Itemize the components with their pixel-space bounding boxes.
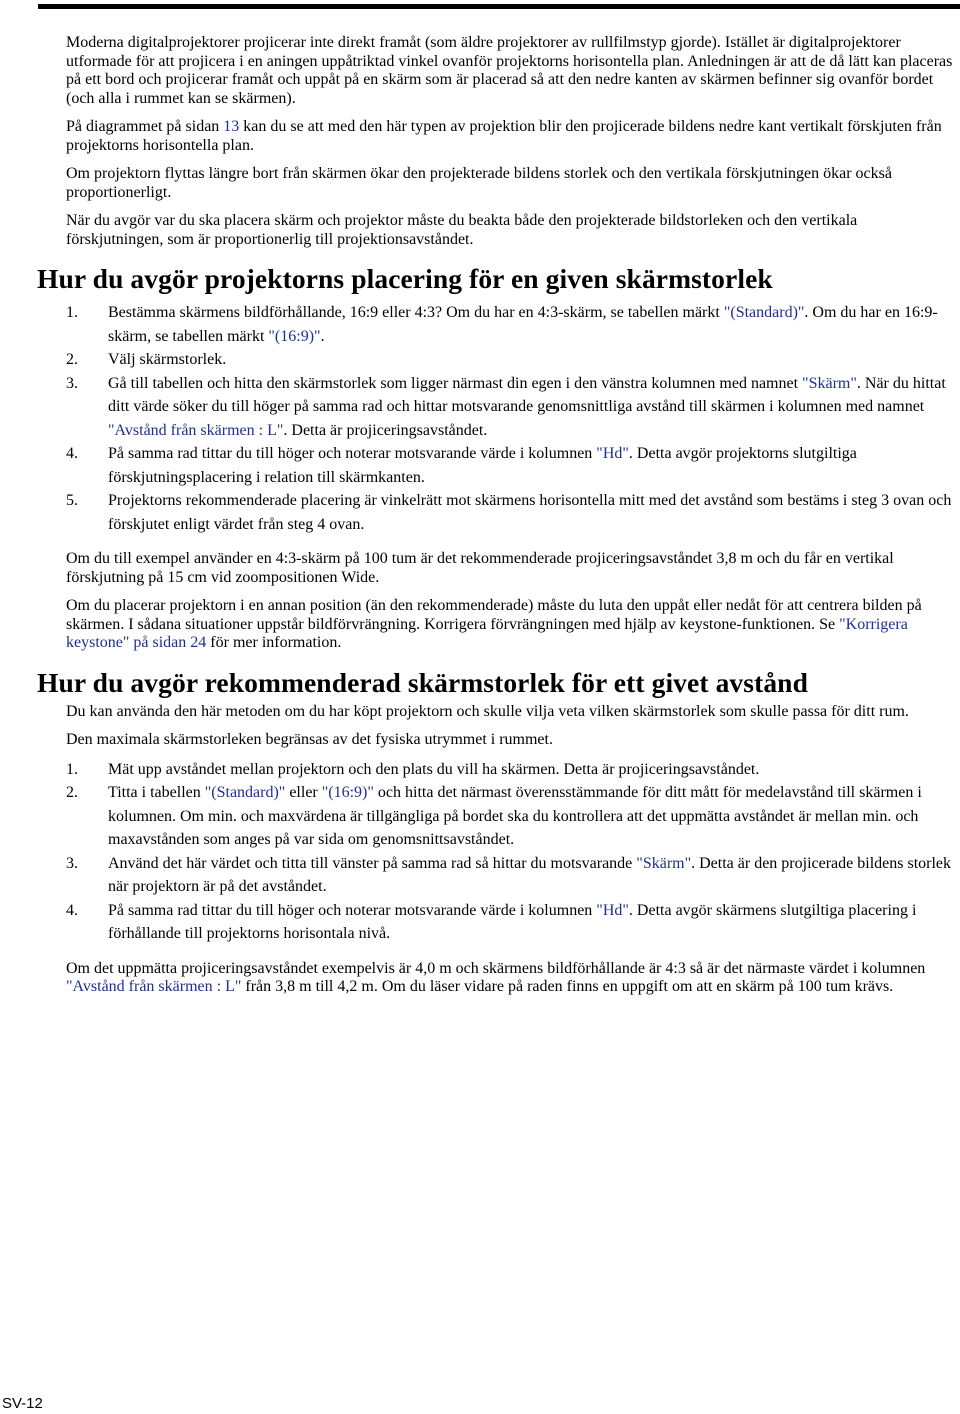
step-text: På samma rad tittar du till höger och noterar motsvarande värde i kolumnen bbox=[108, 445, 597, 462]
section1-step-2 bbox=[66, 348, 956, 372]
keystone-text-b: för mer information. bbox=[206, 634, 342, 651]
step-number: 1. bbox=[66, 304, 78, 321]
keystone-text-a: Om du placerar projektorn i en annan position (än den rekommenderade) måste du luta den uppåt eller nedåt för att centrera bilden på skärmen. I sådana situationer uppstår bildförvrängning. Korrigera förvrängningen med hjälp av keystone-funktionen. Se bbox=[66, 597, 922, 633]
intro-paragraph-2 bbox=[66, 118, 956, 155]
intro-paragraph-1 bbox=[66, 34, 956, 108]
step-text: . Detta avgör skärmens slutgiltiga placering i förhållande till projektorns horisontala nivå. bbox=[108, 901, 917, 942]
step-number: 3. bbox=[66, 374, 78, 392]
step-number: 2. bbox=[66, 784, 78, 801]
example-text: Om du till exempel använder en 4:3-skärm på 100 tum är det rekommenderade projiceringsavståndet 3,8 m och du får en vertikal förskjutning på 15 cm vid zoompositionen Wide. bbox=[66, 550, 894, 586]
section2-heading: Hur du avgör rekommenderad skärmstorlek för ett givet avstånd bbox=[37, 666, 808, 698]
link-hd-column[interactable]: "Hd" bbox=[596, 445, 629, 462]
link-169-table[interactable]: "(16:9)" bbox=[321, 784, 374, 801]
section2-text-1: Du kan använda den här metoden om du har köpt projektorn och skulle vilja veta vilken skärmstorlek som skulle passa för ditt rum. bbox=[66, 702, 909, 720]
step-text: . bbox=[320, 327, 325, 345]
step-text: . Detta är den projicerade bildens storlek när projektorn är på det avståndet. bbox=[108, 854, 952, 895]
page-number: SV-12 bbox=[2, 1395, 43, 1412]
section2-paragraph-2 bbox=[66, 731, 956, 750]
section1-step-3 bbox=[66, 372, 956, 443]
step-text: Använd det här värdet och titta till vänster på samma rad så hittar du motsvarande bbox=[108, 854, 637, 872]
link-skarm-column[interactable]: "Skärm" bbox=[802, 374, 857, 392]
section1-keystone-paragraph bbox=[66, 597, 956, 653]
step-text: Gå till tabellen och hitta den skärmstorlek som ligger närmast din egen i den vänstra kolumnen med namnet bbox=[108, 374, 803, 392]
link-standard-table[interactable]: "(Standard)" bbox=[723, 304, 805, 321]
intro-paragraph-3 bbox=[66, 165, 956, 202]
step-text: . Om du har en 16:9-skärm, se tabellen märkt bbox=[108, 304, 938, 345]
section1-example-paragraph bbox=[66, 550, 956, 587]
step-text: Bestämma skärmens bildförhållande, 16:9 eller 4:3? Om du har en 4:3-skärm, se tabellen märkt bbox=[108, 304, 724, 321]
intro-text-2b: kan du se att med den här typen av projektion blir den projicerade bildens nedre kant vertikalt förskjuten från projektorns horisontella plan. bbox=[66, 118, 942, 154]
link-distance-column[interactable]: "Avstånd från skärmen : L" bbox=[108, 421, 284, 439]
link-hd-column[interactable]: "Hd" bbox=[596, 901, 629, 919]
section2-step-4 bbox=[66, 899, 956, 946]
step-text: . När du hittat ditt värde söker du till höger på samma rad och hittar motsvarande genomsnittliga avstånd till skärmen i kolumnen med namnet bbox=[108, 374, 946, 415]
link-169-table[interactable]: "(16:9)" bbox=[268, 327, 321, 345]
section2-paragraph-3 bbox=[66, 960, 956, 997]
section2-text-2: Den maximala skärmstorleken begränsas av det fysiska utrymmet i rummet. bbox=[66, 731, 553, 748]
step-text: På samma rad tittar du till höger och noterar motsvarande värde i kolumnen bbox=[108, 901, 597, 919]
section1-step-4 bbox=[66, 442, 956, 489]
step-number: 5. bbox=[66, 492, 78, 509]
link-skarm-column[interactable]: "Skärm" bbox=[636, 854, 692, 872]
section2-text-3b: från 3,8 m till 4,2 m. Om du läser vidare på raden finns en uppgift om att en skärm på 100 tum krävs. bbox=[241, 978, 894, 995]
step-text: Mät upp avståndet mellan projektorn och den plats du vill ha skärmen. Detta är projiceringsavståndet. bbox=[108, 760, 760, 778]
step-text: . Detta avgör projektorns slutgiltiga förskjutningsplacering i relation till skärmkanten. bbox=[108, 445, 857, 486]
step-text: Projektorns rekommenderade placering är vinkelrätt mot skärmens horisontella mitt med det avstånd som bestäms i steg 3 ovan och förskjutet enligt värdet från steg 4 ovan. bbox=[108, 492, 952, 533]
step-number: 4. bbox=[66, 901, 78, 919]
section2-steps bbox=[66, 758, 956, 946]
step-number: 3. bbox=[66, 854, 78, 872]
intro-paragraph-4 bbox=[66, 212, 956, 249]
section2-step-2 bbox=[66, 781, 956, 852]
section2-text-3a: Om det uppmätta projiceringsavståndet exempelvis är 4,0 m och skärmens bildförhållande är 4:3 så är det närmaste värdet i kolumnen bbox=[66, 959, 926, 977]
section2-step-3 bbox=[66, 852, 956, 899]
step-text: . Detta är projiceringsavståndet. bbox=[283, 421, 488, 439]
link-standard-table[interactable]: "(Standard)" bbox=[204, 784, 286, 801]
top-rule bbox=[38, 4, 960, 9]
step-text: och hitta det närmast överensstämmande för ditt mått för medelavstånd till skärmen i kolumnen. Om min. och maxvärdena är tillgängliga på bordet ska du kontrollera att det uppmätta avståndet är mellan min. och maxavstånden som anges på var sida om genomsnittsavståndet. bbox=[108, 784, 922, 848]
section1-step-1 bbox=[66, 301, 956, 348]
section1-heading: Hur du avgör projektorns placering för en given skärmstorlek bbox=[37, 263, 773, 294]
step-number: 2. bbox=[66, 351, 78, 368]
step-text: Titta i tabellen bbox=[108, 784, 205, 801]
link-distance-column[interactable]: "Avstånd från skärmen : L" bbox=[66, 978, 242, 995]
intro-text-1: Moderna digitalprojektorer projicerar inte direkt framåt (som äldre projektorer av rullfilmstyp gjorde). Istället är digitalprojektorer utformade för att projicera i en aningen uppåtriktad vinkel ovanför projektorns horisontella plan. Anledningen är att de då lätt kan placeras på ett bord och projicerar framåt och uppåt på en skärm som är placerad så att den nedre kanten av skärmen befinner sig ovanför bordet (och alla i rummet kan se skärmen). bbox=[66, 34, 953, 107]
page-link-13[interactable]: 13 bbox=[223, 118, 240, 135]
step-number: 1. bbox=[66, 760, 78, 778]
link-korrigera-keystone[interactable]: "Korrigera keystone" på sidan 24 bbox=[66, 615, 908, 651]
intro-text-4: När du avgör var du ska placera skärm och projektor måste du beakta både den projekterade bildstorleken och den vertikala förskjutningen, som är proportionerlig till projektionsavståndet. bbox=[66, 212, 858, 248]
section1-steps bbox=[66, 301, 956, 536]
intro-text-3: Om projektorn flyttas längre bort från skärmen ökar den projekterade bildens storlek och den vertikala förskjutningen ökar också proportionerligt. bbox=[66, 165, 892, 201]
step-text: Välj skärmstorlek. bbox=[108, 351, 227, 368]
page-content bbox=[0, 34, 960, 997]
step-text: eller bbox=[285, 784, 322, 801]
intro-text-2a: På diagrammet på sidan bbox=[66, 118, 224, 135]
section1-step-5 bbox=[66, 489, 956, 536]
section2-paragraph-1 bbox=[66, 703, 956, 722]
step-number: 4. bbox=[66, 445, 78, 462]
section2-step-1 bbox=[66, 758, 956, 782]
